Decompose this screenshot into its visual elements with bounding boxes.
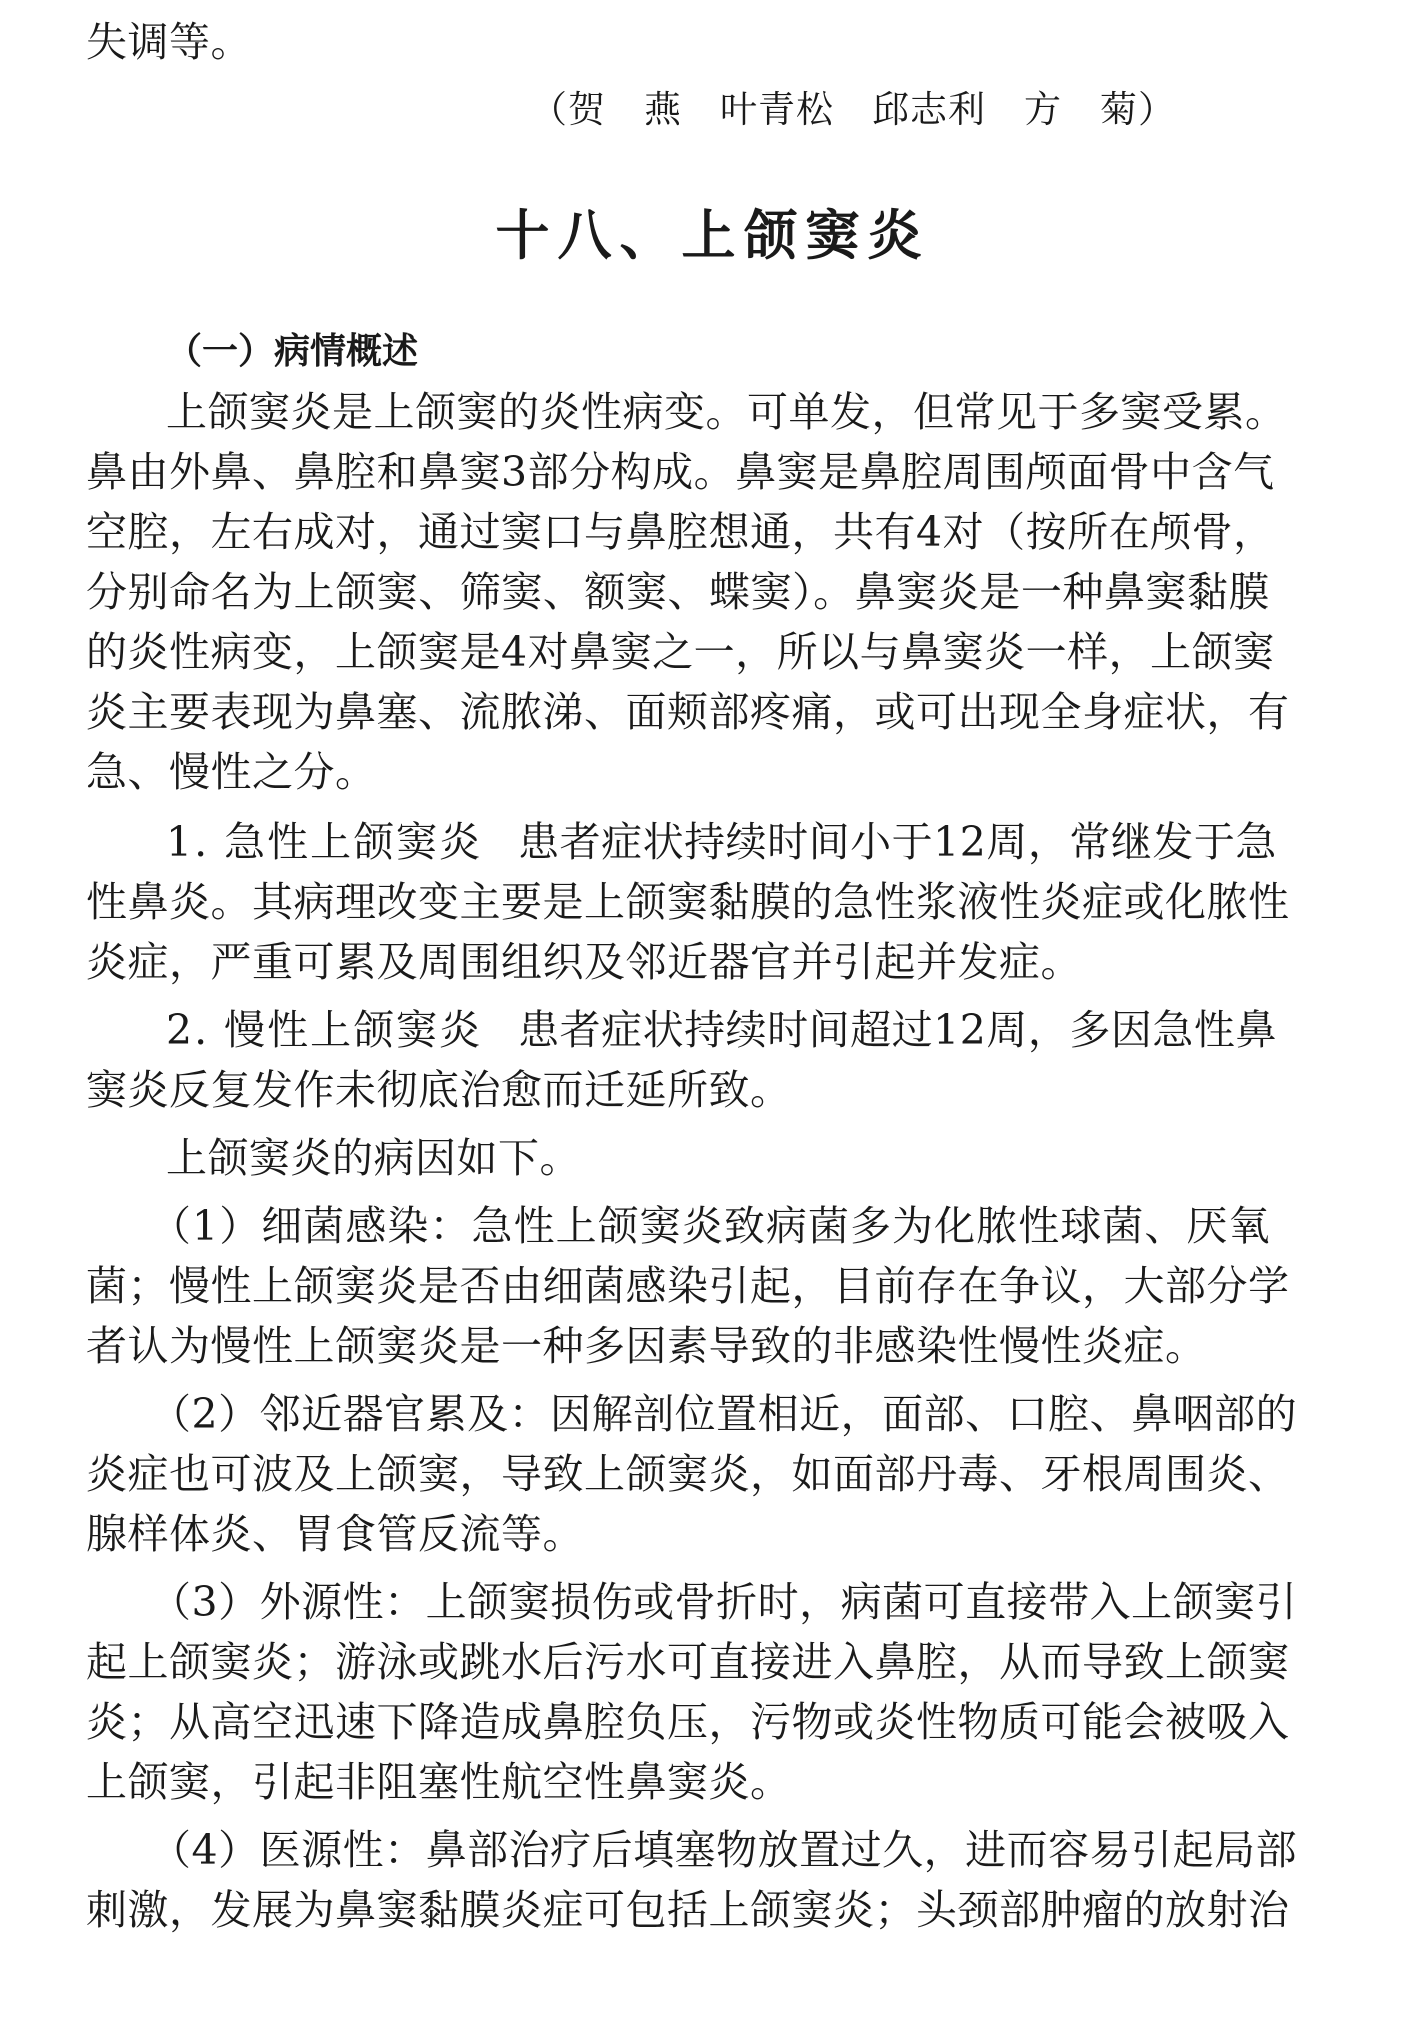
authors-line: （贺 燕 叶青松 邱志利 方 菊）	[530, 88, 1176, 131]
chapter-title: 十八、上颌窦炎	[495, 204, 930, 267]
cause-2-line: 腺样体炎、胃食管反流等。	[86, 1510, 584, 1558]
chronic-sinusitis-term: 2. 慢性上颌窦炎	[166, 1006, 483, 1054]
cause-2-line: 炎症也可波及上颌窦，导致上颌窦炎，如面部丹毒、牙根周围炎、	[86, 1450, 1290, 1498]
intro-line: 分别命名为上颌窦、筛窦、额窦、蝶窦）。鼻窦炎是一种鼻窦黏膜	[86, 568, 1270, 616]
acute-sinusitis-line	[166, 812, 1277, 872]
acute-sinusitis-line: 性鼻炎。其病理改变主要是上颌窦黏膜的急性浆液性炎症或化脓性	[86, 878, 1290, 926]
cause-2-line: （2）邻近器官累及：因解剖位置相近，面部、口腔、鼻咽部的	[150, 1390, 1298, 1438]
cause-4-line: 刺激，发展为鼻窦黏膜炎症可包括上颌窦炎；头颈部肿瘤的放射治	[86, 1886, 1290, 1934]
cause-4-line: （4）医源性：鼻部治疗后填塞物放置过久，进而容易引起局部	[150, 1826, 1298, 1874]
intro-line: 炎主要表现为鼻塞、流脓涕、面颊部疼痛，或可出现全身症状，有	[86, 688, 1290, 736]
cause-3-line: 起上颌窦炎；游泳或跳水后污水可直接进入鼻腔，从而导致上颌窦	[86, 1638, 1290, 1686]
chronic-sinusitis-text: 患者症状持续时间超过12周，多因急性鼻	[518, 1006, 1277, 1054]
causes-intro: 上颌窦炎的病因如下。	[166, 1134, 581, 1182]
continuation-line: 失调等。	[86, 18, 252, 66]
acute-sinusitis-line: 炎症，严重可累及周围组织及邻近器官并引起并发症。	[86, 938, 1082, 986]
cause-1-line: （1）细菌感染：急性上颌窦炎致病菌多为化脓性球菌、厌氧	[150, 1202, 1270, 1250]
intro-line: 的炎性病变，上颌窦是4对鼻窦之一，所以与鼻窦炎一样，上颌窦	[86, 628, 1275, 676]
acute-sinusitis-text: 患者症状持续时间小于12周，常继发于急	[518, 818, 1277, 866]
intro-line: 空腔，左右成对，通过窦口与鼻腔想通，共有4对（按所在颅骨，	[86, 508, 1275, 556]
chronic-sinusitis-line	[166, 1000, 1277, 1060]
acute-sinusitis-term: 1. 急性上颌窦炎	[166, 818, 483, 866]
cause-3-line: 上颌窦，引起非阻塞性航空性鼻窦炎。	[86, 1758, 792, 1806]
cause-3-line: （3）外源性：上颌窦损伤或骨折时，病菌可直接带入上颌窦引	[150, 1578, 1298, 1626]
section-heading: （一）病情概述	[166, 331, 419, 372]
intro-line: 鼻由外鼻、鼻腔和鼻窦3部分构成。鼻窦是鼻腔周围颅面骨中含气	[86, 448, 1275, 496]
cause-1-line: 菌；慢性上颌窦炎是否由细菌感染引起，目前存在争议，大部分学	[86, 1262, 1290, 1310]
cause-1-line: 者认为慢性上颌窦炎是一种多因素导致的非感染性慢性炎症。	[86, 1322, 1207, 1370]
cause-3-line: 炎；从高空迅速下降造成鼻腔负压，污物或炎性物质可能会被吸入	[86, 1698, 1290, 1746]
intro-line: 上颌窦炎是上颌窦的炎性病变。可单发，但常见于多窦受累。	[166, 388, 1287, 436]
chronic-sinusitis-line: 窦炎反复发作未彻底治愈而迁延所致。	[86, 1066, 792, 1114]
intro-line: 急、慢性之分。	[86, 748, 377, 796]
